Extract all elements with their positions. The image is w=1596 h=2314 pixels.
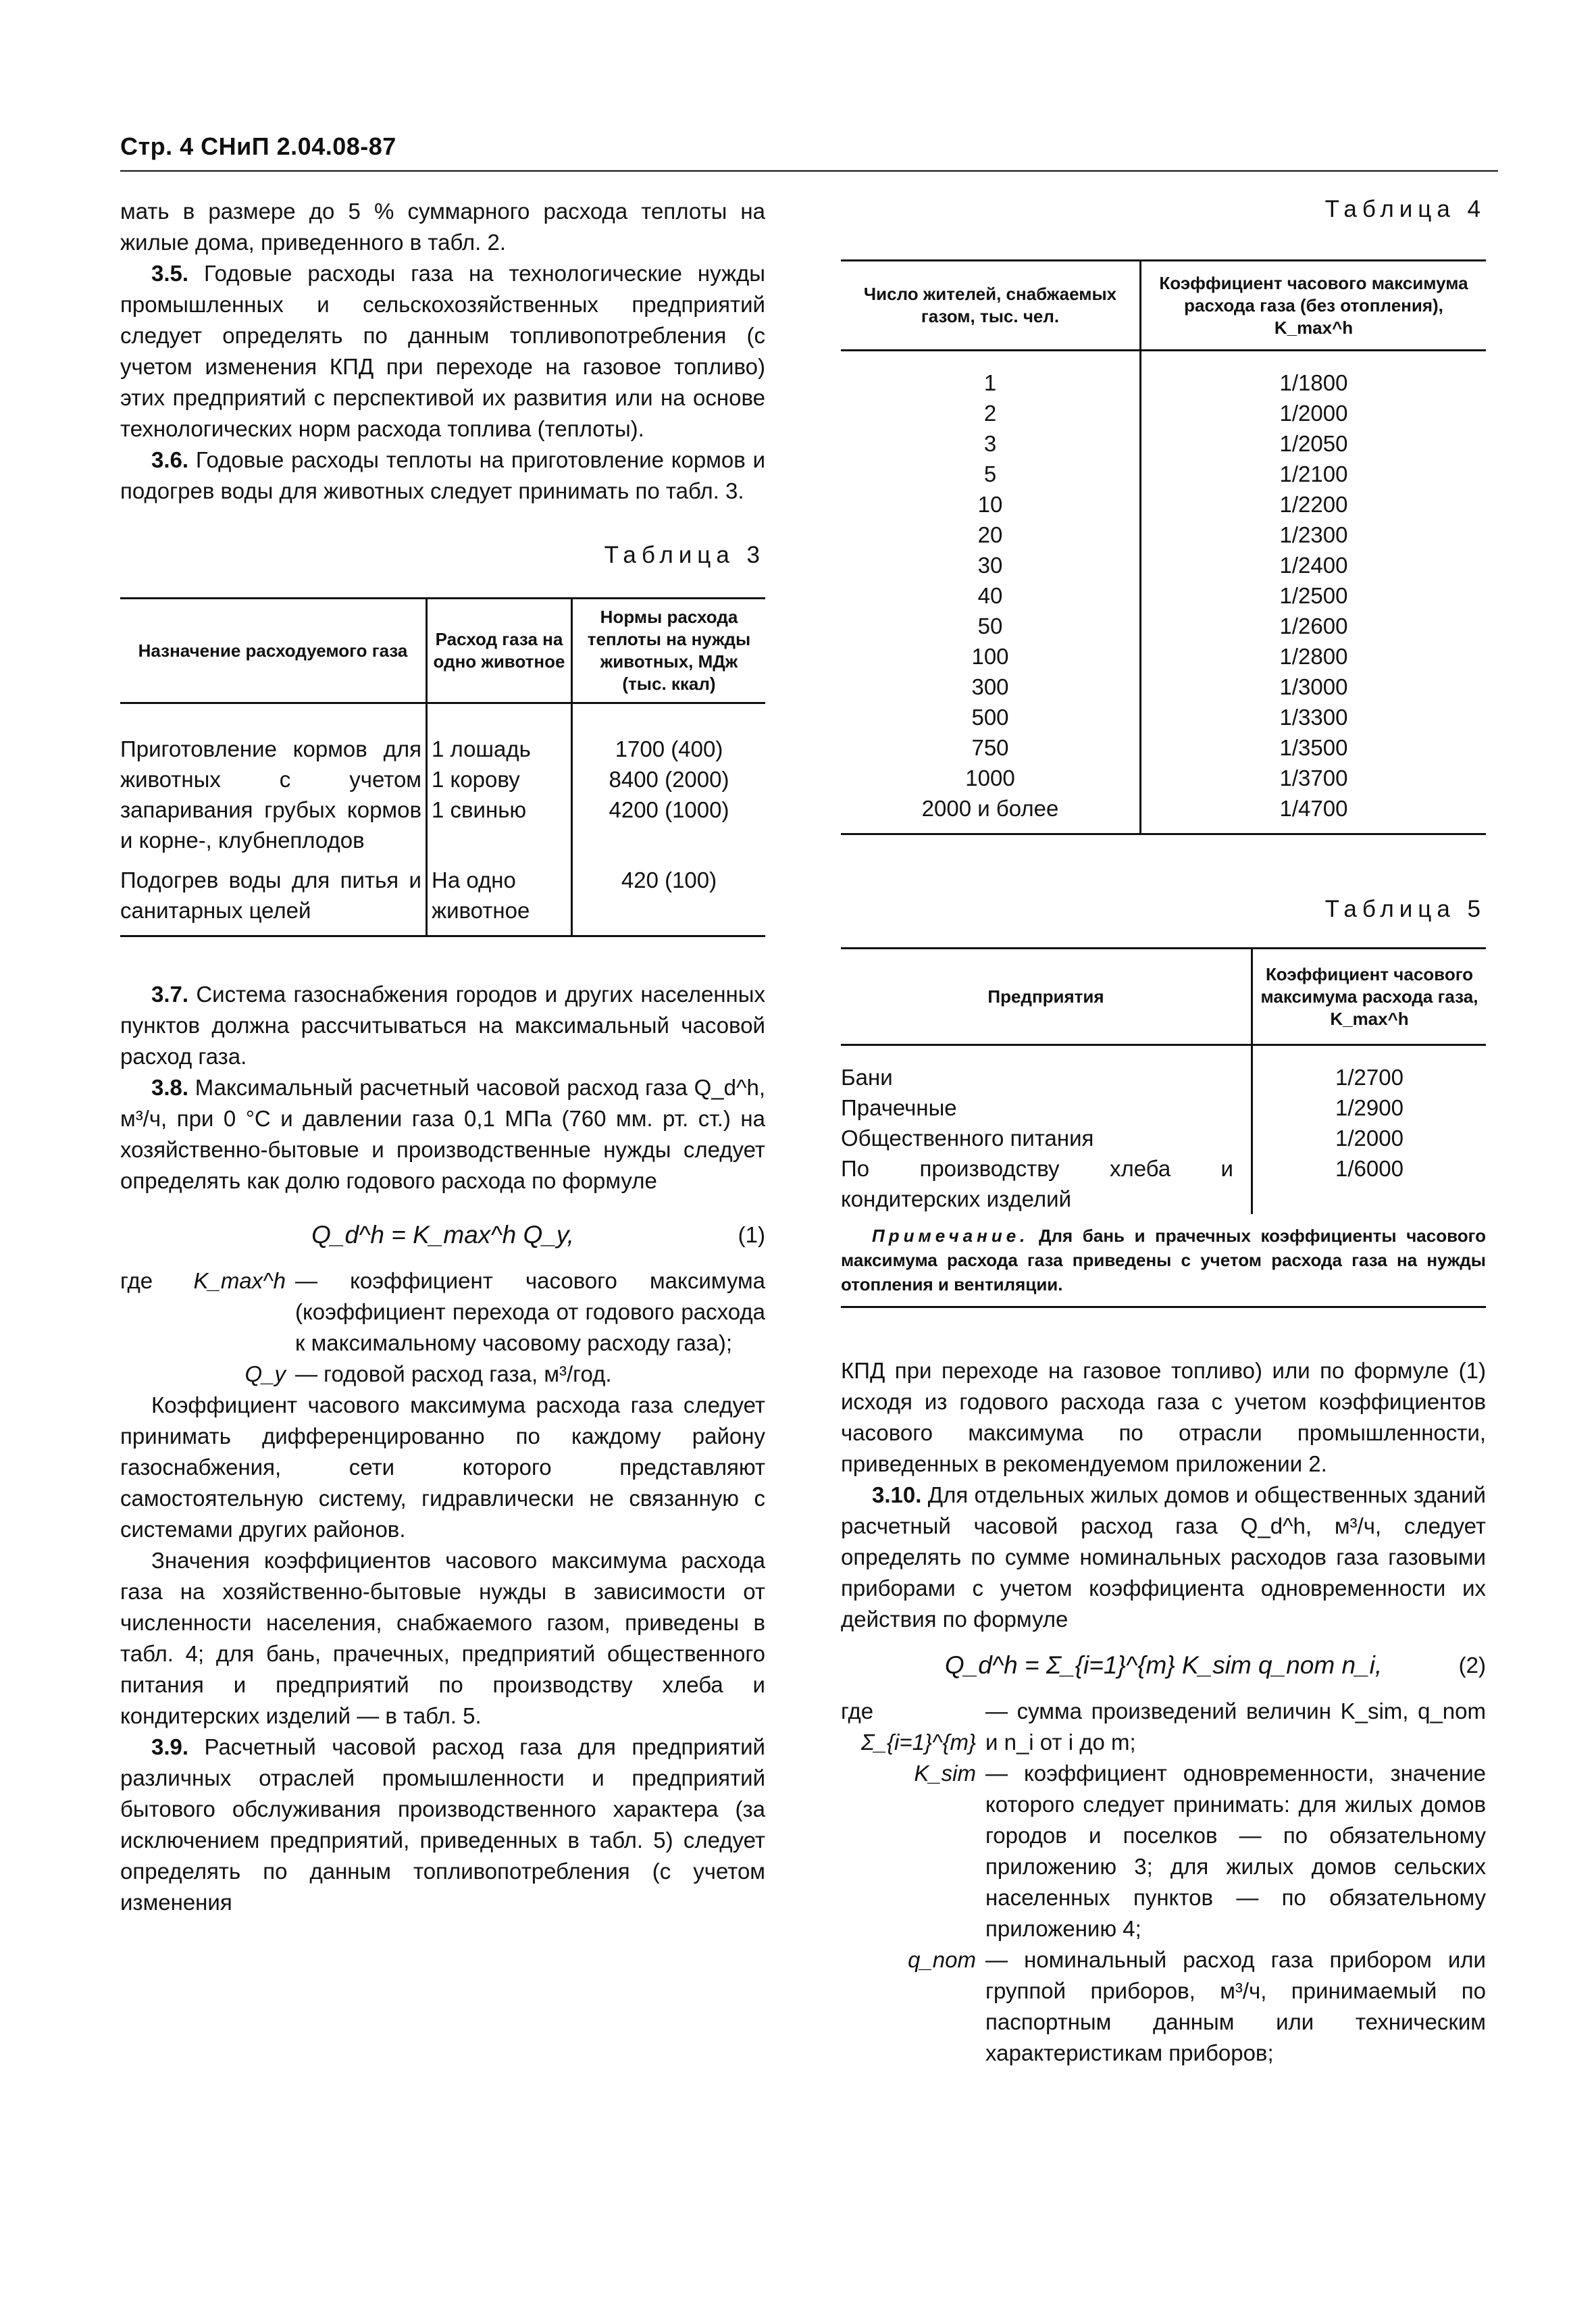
definition-row — [120, 1359, 765, 1390]
list-item: 1/3300 — [1279, 705, 1348, 730]
paragraph-text: Годовые расходы газа на технологические нужды промышленных и сельскохозяйственных предприятий следует определять по данным топливопотребления (с учетом изменения КПД при переходе на газовое топливо) этих предприятий с перспективой их развития или на основе технологических норм расхода топлива (теплоты). — [120, 261, 765, 441]
paragraph-3-5 — [120, 258, 765, 445]
table-cell — [427, 703, 572, 856]
table-cell — [572, 703, 766, 856]
table-row — [841, 1123, 1486, 1153]
formula-expression: Q_d^h = K_max^h Q_y, — [311, 1221, 574, 1249]
right-column — [841, 196, 1486, 2069]
page-header: Стр. 4 СНиП 2.04.08-87 — [120, 132, 396, 160]
table-header-row — [841, 949, 1486, 1045]
table-cell: 1/2900 — [1252, 1092, 1487, 1123]
formula-number: (2) — [1458, 1653, 1486, 1678]
list-item: 10 — [977, 492, 1003, 517]
note-label: Примечание. — [872, 1226, 1029, 1246]
separator-rule — [841, 1306, 1486, 1308]
formula-expression: Q_d^h = Σ_{i=1}^{m} K_sim q_nom n_i, — [944, 1651, 1383, 1679]
paragraph-text: Для отдельных жилых домов и общественных зданий расчетный часовой расход газа Q_d^h, м³/ч, следует определять по сумме номинальных расходов газа газовыми приборами с учетом коэффициента одновременности их действия по формуле — [841, 1482, 1486, 1632]
cell-line: 8400 (2000) — [609, 767, 729, 792]
table-cell — [841, 351, 1141, 834]
paragraph-text: Годовые расходы теплоты на приготовление кормов и подогрев воды для животных следует принимать по табл. 3. — [120, 447, 766, 503]
list-item: 1/4700 — [1279, 796, 1348, 821]
paragraph-coefficient-1: Коэффициент часового максимума расхода газа следует принимать дифференцированно по каждому району газоснабжения, сети которого представляют самостоятельную систему, гидравлически не связанную с системами других районов. — [120, 1392, 765, 1542]
table-cell: 420 (100) — [572, 855, 766, 936]
definition-symbol: q_nom — [908, 1947, 976, 1972]
table-cell: 1/6000 — [1252, 1153, 1487, 1214]
formula-number: (1) — [738, 1222, 765, 1247]
table-cell: Бани — [841, 1065, 893, 1090]
paragraph-continuation: мать в размере до 5 % суммарного расхода теплоты на жилые дома, приведенного в табл. 2. — [120, 199, 765, 255]
table-cell: По производству хлеба и кондитерских изделий — [841, 1156, 1233, 1211]
list-item: 1/3700 — [1279, 765, 1348, 790]
paragraph-text: Максимальный расчетный часовой расход газа Q_d^h, м³/ч, при 0 °C и давлении газа 0,1 МПа (760 мм. рт. ст.) на хозяйственно-бытовые и производственные нужды следует определять как долю годового расхода по формуле — [120, 1075, 765, 1193]
list-item: 40 — [977, 583, 1003, 608]
table-3-caption: Таблица 3 — [604, 542, 765, 568]
definition-text: — коэффициент часового максимума (коэффициент перехода от годового расхода к максимальному часовому расходу газа); — [295, 1268, 765, 1355]
paragraph-3-10 — [841, 1480, 1486, 1635]
table-row — [841, 1045, 1486, 1093]
cell-line: 1 корову — [432, 767, 520, 792]
table-header-cell: Нормы расхода теплоты на нужды животных, МДж (тыс. ккал) — [572, 599, 766, 703]
header-rule — [120, 170, 1498, 172]
table-header-row — [841, 261, 1486, 351]
where-label: где — [841, 1699, 874, 1724]
note-text: Для бань и прачечных коэффициенты часового максимума расхода газа приведены с учетом расхода газа на нужды отопления и вентиляции. — [841, 1226, 1486, 1294]
cell-line: 1700 (400) — [615, 736, 723, 761]
table-cell: 1/2700 — [1252, 1045, 1487, 1093]
cell-line: 1 лошадь — [432, 736, 531, 761]
left-column — [120, 196, 765, 1918]
definitions-1 — [120, 1265, 765, 1390]
paragraph-number: 3.8. — [151, 1075, 189, 1100]
table-row — [120, 855, 765, 936]
list-item: 1/2200 — [1279, 492, 1348, 517]
list-item: 1/2000 — [1279, 401, 1348, 426]
list-item: 50 — [977, 613, 1003, 638]
list-item: 1/1800 — [1279, 370, 1348, 395]
paragraph-text: Система газоснабжения городов и других населенных пунктов должна рассчитываться на максимальный часовой расход газа. — [120, 982, 765, 1069]
table-4-caption: Таблица 4 — [1324, 196, 1486, 222]
cell-line: 1 свинью — [432, 797, 527, 822]
list-item: 1/2500 — [1279, 583, 1348, 608]
paragraph-number: 3.9. — [151, 1734, 189, 1759]
table-header-cell: Расход газа на одно животное — [427, 599, 572, 703]
list-item: 750 — [971, 735, 1009, 760]
table-row — [841, 1153, 1486, 1214]
definition-text: — номинальный расход газа прибором или группой приборов, м³/ч, принимаемый по паспортным данным или техническим характеристикам приборов; — [985, 1947, 1486, 2065]
paragraph-text: Расчетный часовой расход газа для предприятий различных отраслей промышленности и предприятий бытового обслуживания производственного характера (за исключением предприятий, приведенных в табл. 5) следует определять по данным топливопотребления (с учетом изменения — [120, 1734, 765, 1915]
paragraph-number: 3.7. — [151, 982, 189, 1007]
list-item: 2 — [983, 401, 997, 426]
definition-row — [841, 1696, 1486, 1758]
definition-text: — коэффициент одновременности, значение которого следует принимать: для жилых домов городов и поселков — по обязательному приложению 3; для жилых домов сельских населенных пунктов — по обязательному приложению 4; — [985, 1761, 1486, 1941]
table-5 — [841, 947, 1486, 1214]
definitions-2 — [841, 1696, 1486, 2069]
list-item: 20 — [977, 522, 1003, 547]
list-item: 500 — [971, 705, 1009, 730]
list-item: 1/2050 — [1279, 431, 1348, 456]
table-header-cell: Коэффициент часового максимума расхода газа (без отопления), K_max^h — [1141, 261, 1487, 351]
definition-row — [841, 1758, 1486, 1944]
table-cell: Подогрев воды для питья и санитарных целей — [120, 867, 421, 923]
definition-text: — годовой расход газа, м³/год. — [295, 1361, 612, 1386]
list-item: 2000 и более — [921, 796, 1059, 821]
list-item: 1 — [983, 370, 997, 395]
table-5-caption: Таблица 5 — [1324, 896, 1486, 922]
table-cell: На одно животное — [427, 855, 572, 936]
table-3 — [120, 597, 765, 937]
list-item: 1/3500 — [1279, 735, 1348, 760]
definition-row — [841, 1944, 1486, 2069]
list-item: 1/2100 — [1279, 461, 1348, 486]
table-row — [120, 703, 765, 856]
table-header-cell: Предприятия — [841, 949, 1252, 1045]
table-cell: Прачечные — [841, 1095, 957, 1120]
paragraph-number: 3.5. — [151, 261, 189, 286]
table-cell: Приготовление кормов для животных с учетом запаривания грубых кормов и корне-, клубнеплодов — [120, 736, 421, 853]
table-header-cell: Назначение расходуемого газа — [120, 599, 427, 703]
paragraph-number: 3.6. — [151, 447, 189, 472]
cell-line: 4200 (1000) — [609, 797, 729, 822]
definition-symbol: где K_max^h — [120, 1265, 295, 1359]
list-item: 5 — [983, 461, 997, 486]
paragraph-continuation-right: КПД при переходе на газовое топливо) или по формуле (1) исходя из годового расхода газа с учетом коэффициентов часового максимума по отрасли промышленности, приведенных в рекомендуемом приложении 2. — [841, 1358, 1486, 1476]
table-row — [841, 351, 1486, 834]
formula-1 — [120, 1217, 765, 1259]
definition-text: — сумма произведений величин K_sim, q_nom и n_i от i до m; — [985, 1699, 1486, 1755]
list-item: 1/3000 — [1279, 674, 1348, 699]
definition-row — [120, 1265, 765, 1359]
formula-2 — [841, 1647, 1486, 1689]
list-item: 30 — [977, 553, 1003, 578]
table-cell: 1/2000 — [1252, 1123, 1487, 1153]
list-item: 1000 — [965, 765, 1015, 790]
table-5-note — [841, 1224, 1486, 1297]
where-label: где — [120, 1268, 153, 1293]
table-4 — [841, 259, 1486, 835]
table-cell — [1141, 351, 1487, 834]
list-item: 3 — [983, 431, 997, 456]
list-item: 1/2400 — [1279, 553, 1348, 578]
definition-symbol: Q_y — [244, 1361, 286, 1386]
table-header-cell: Число жителей, снабжаемых газом, тыс. чел. — [841, 261, 1141, 351]
paragraph-number: 3.10. — [872, 1482, 922, 1507]
definition-symbol: K_sim — [914, 1761, 976, 1786]
table-cell: Общественного питания — [841, 1126, 1094, 1151]
list-item: 1/2300 — [1279, 522, 1348, 547]
list-item: 100 — [971, 644, 1009, 669]
list-item: 1/2800 — [1279, 644, 1348, 669]
paragraph-3-6 — [120, 445, 765, 507]
list-item: 300 — [971, 674, 1009, 699]
paragraph-3-8 — [120, 1072, 765, 1197]
definition-symbol: где Σ_{i=1}^{m} — [841, 1696, 985, 1758]
paragraph-coefficient-2: Значения коэффициентов часового максимума расхода газа на хозяйственно-бытовые нужды в зависимости от численности населения, снабжаемого газом, приведены в табл. 4; для бань, прачечных, предприятий общественного питания и предприятий по производству хлеба и кондитерских изделий — в табл. 5. — [120, 1548, 765, 1728]
paragraph-3-9 — [120, 1732, 765, 1918]
table-header-row — [120, 599, 765, 703]
table-header-cell: Коэффициент часового максимума расхода газа, K_max^h — [1252, 949, 1487, 1045]
table-row — [841, 1092, 1486, 1123]
list-item: 1/2600 — [1279, 613, 1348, 638]
paragraph-3-7 — [120, 979, 765, 1072]
